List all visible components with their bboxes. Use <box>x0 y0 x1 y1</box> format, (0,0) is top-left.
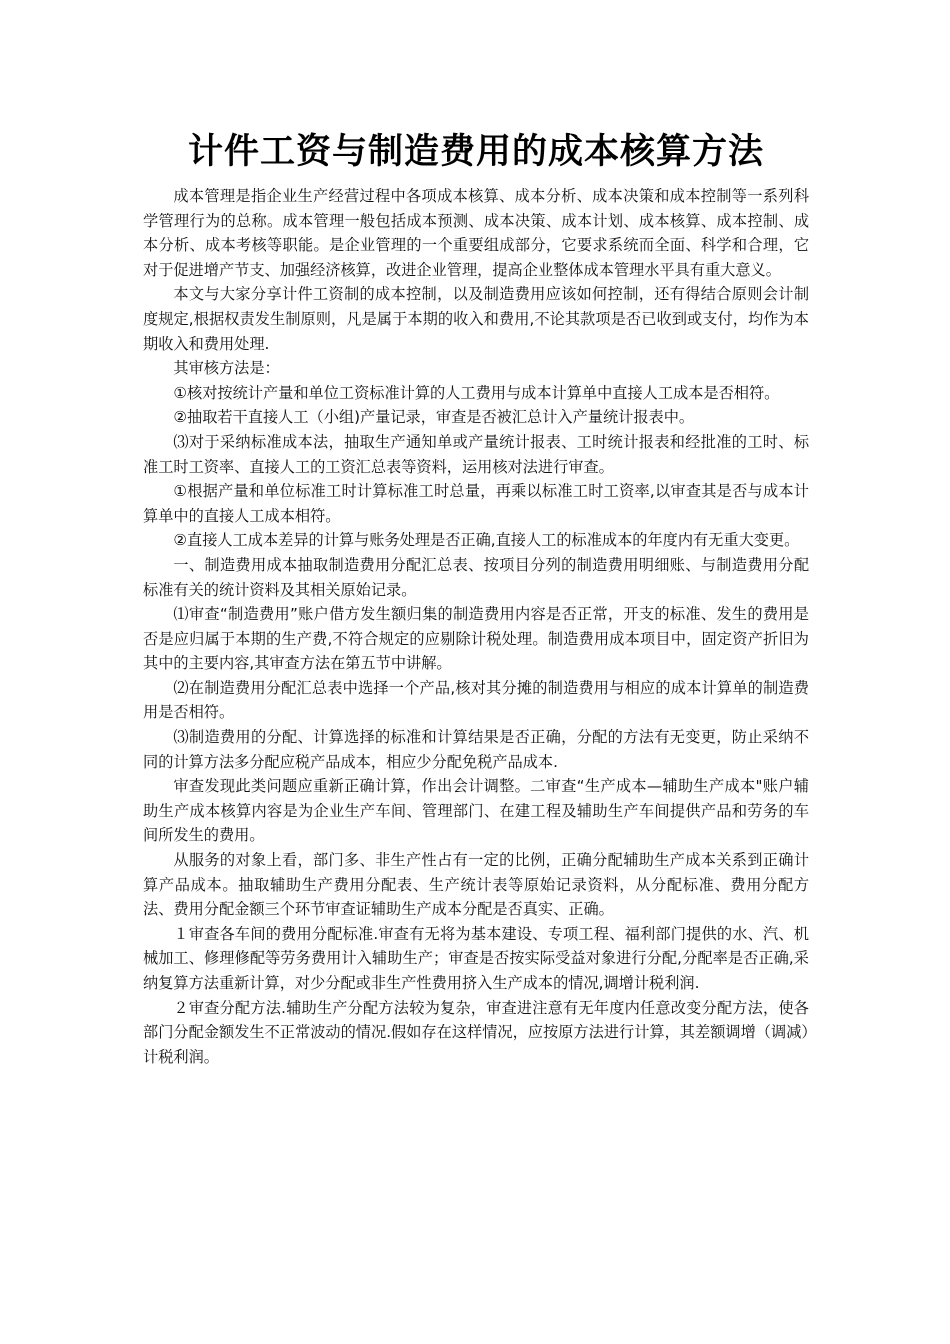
paragraph-section-overhead: 一、制造费用成本抽取制造费用分配汇总表、按项目分列的制造费用明细账、与制造费用分配标准有关的统计资料及其相关原始记录。 <box>143 555 809 599</box>
paragraph-item-4: ①根据产量和单位标准工时计算标准工时总量，再乘以标准工时工资率,以审查其是否与成本计算单中的直接人工成本相符。 <box>143 482 809 525</box>
paragraph-adjustment: 审查发现此类问题应重新正确计算，作出会计调整。二审查“生产成本—辅助生产成本"账户辅助生产成本核算内容是为企业生产车间、管理部门、在建工程及辅助生产车间提供产品和劳务的车间所发生的费用。 <box>143 777 809 845</box>
paragraph-item-5: ②直接人工成本差异的计算与账务处理是否正确,直接人工的标准成本的年度内有无重大变更。 <box>173 531 800 550</box>
paragraph-overhead-3: ⑶制造费用的分配、计算选择的标准和计算结果是否正确，分配的方法有无变更，防止采纳不同的计算方法多分配应税产品成本，相应少分配免税产品成本. <box>143 728 809 771</box>
paragraph-service-objects: 从服务的对象上看，部门多、非生产性占有一定的比例，正确分配辅助生产成本关系到正确计算产品成本。抽取辅助生产费用分配表、生产统计表等原始记录资料，从分配标准、费用分配方法、费用分配金额三个环节审查证辅助生产成本分配是否真实、正确。 <box>143 851 809 919</box>
paragraph-item-2: ②抽取若干直接人工（小组)产量记录，审查是否被汇总计入产量统计报表中。 <box>173 408 695 427</box>
paragraph-item-1: ①核对按统计产量和单位工资标准计算的人工费用与成本计算单中直接人工成本是否相符。 <box>173 383 780 402</box>
paragraph-purpose: 本文与大家分享计件工资制的成本控制，以及制造费用应该如何控制，还有得结合原则会计制度规定,根据权责发生制原则，凡是属于本期的收入和费用,不论其款项是否已收到或支付，均作为本期收入和费用处理. <box>143 285 809 353</box>
paragraph-item-3: ⑶对于采纳标准成本法，抽取生产通知单或产量统计报表、工时统计报表和经批准的工时、标准工时工资率、直接人工的工资汇总表等资料，运用核对法进行审查。 <box>143 432 809 476</box>
document-title: 计件工资与制造费用的成本核算方法 <box>187 132 764 172</box>
document-page <box>143 128 809 1069</box>
paragraph-audit-method: 其审核方法是： <box>173 359 280 378</box>
paragraph-audit-method-2: ２审查分配方法.辅助生产分配方法较为复杂，审查进注意有无年度内任意改变分配方法，使各部门分配金额发生不正常波动的情况.假如存在这样情况，应按原方法进行计算，其差额调增（调减）计税利润。 <box>143 998 809 1066</box>
paragraph-intro: 成本管理是指企业生产经营过程中各项成本核算、成本分析、成本决策和成本控制等一系列科学管理行为的总称。成本管理一般包括成本预测、成本决策、成本计划、成本核算、成本控制、成本分析、成本考核等职能。是企业管理的一个重要组成部分，它要求系统而全面、科学和合理，它对于促进增产节支、加强经济核算，改进企业管理，提高企业整体成本管理水平具有重大意义。 <box>143 187 809 279</box>
paragraph-audit-standard: １审查各车间的费用分配标准.审查有无将为基本建设、专项工程、福利部门提供的水、汽、机械加工、修理修配等劳务费用计入辅助生产；审查是否按实际受益对象进行分配,分配率是否正确,采纳复算方法重新计算，对少分配或非生产性费用挤入生产成本的情况,调增计税利润. <box>143 924 809 992</box>
paragraph-overhead-1: ⑴审查“制造费用”账户借方发生额归集的制造费用内容是否正常，开支的标准、发生的费用是否是应归属于本期的生产费,不符合规定的应剔除计税处理。制造费用成本项目中，固定资产折旧为其中的主要内容,其审查方法在第五节中讲解。 <box>143 605 809 673</box>
paragraph-overhead-2: ⑵在制造费用分配汇总表中选择一个产品,核对其分摊的制造费用与相应的成本计算单的制造费用是否相符。 <box>143 678 809 722</box>
